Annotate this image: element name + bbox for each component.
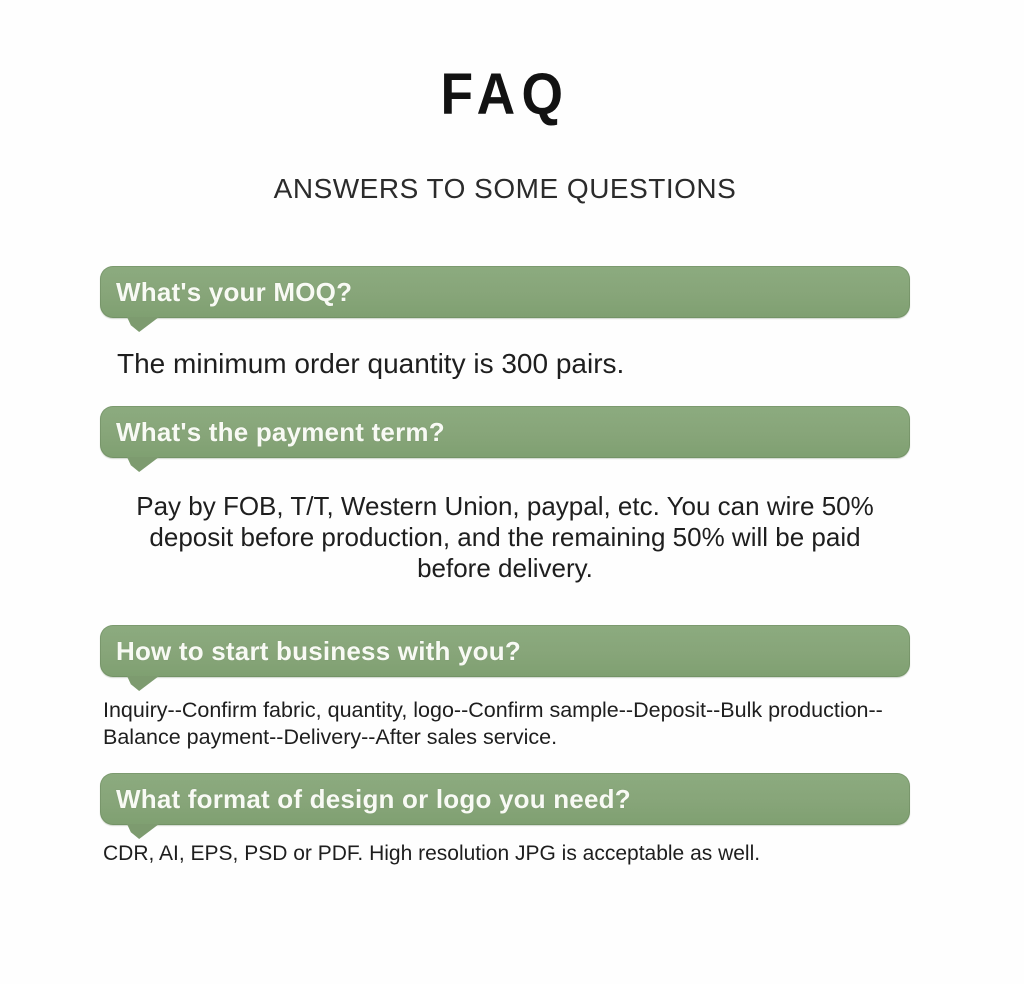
faq-question-banner [100, 266, 910, 318]
page-subtitle: ANSWERS TO SOME QUESTIONS [273, 173, 737, 204]
faq-question-text: What's the payment term? [116, 416, 445, 447]
faq-question-text: How to start business with you? [116, 635, 521, 666]
speech-bubble-tail-icon [127, 676, 159, 691]
faq-question-banner [100, 625, 910, 677]
faq-answer-text: CDR, AI, EPS, PSD or PDF. High resolution JPG is acceptable as well. [103, 842, 761, 865]
faq-item [100, 406, 910, 584]
faq-question-banner [100, 406, 910, 458]
faq-item [100, 625, 910, 751]
faq-content-column [100, 0, 910, 867]
faq-item [100, 266, 910, 380]
speech-bubble-tail-icon [127, 824, 159, 839]
faq-answer-text: The minimum order quantity is 300 pairs. [117, 348, 625, 379]
faq-question-text: What's your MOQ? [116, 276, 353, 307]
speech-bubble-tail-icon [127, 457, 159, 472]
faq-answer-text: Pay by FOB, T/T, Western Union, paypal, etc. You can wire 50% deposit before production, and the remaining 50% will be paid before delivery. [136, 491, 874, 583]
faq-question-text: What format of design or logo you need? [116, 783, 631, 814]
faq-answer-text: Inquiry--Confirm fabric, quantity, logo--Confirm sample--Deposit--Bulk production--Balance payment--Delivery--After sales service. [103, 698, 883, 749]
faq-list [100, 266, 910, 867]
faq-item [100, 773, 910, 867]
page-title: FAQ [440, 62, 570, 127]
faq-question-banner [100, 773, 910, 825]
speech-bubble-tail-icon [127, 317, 159, 332]
